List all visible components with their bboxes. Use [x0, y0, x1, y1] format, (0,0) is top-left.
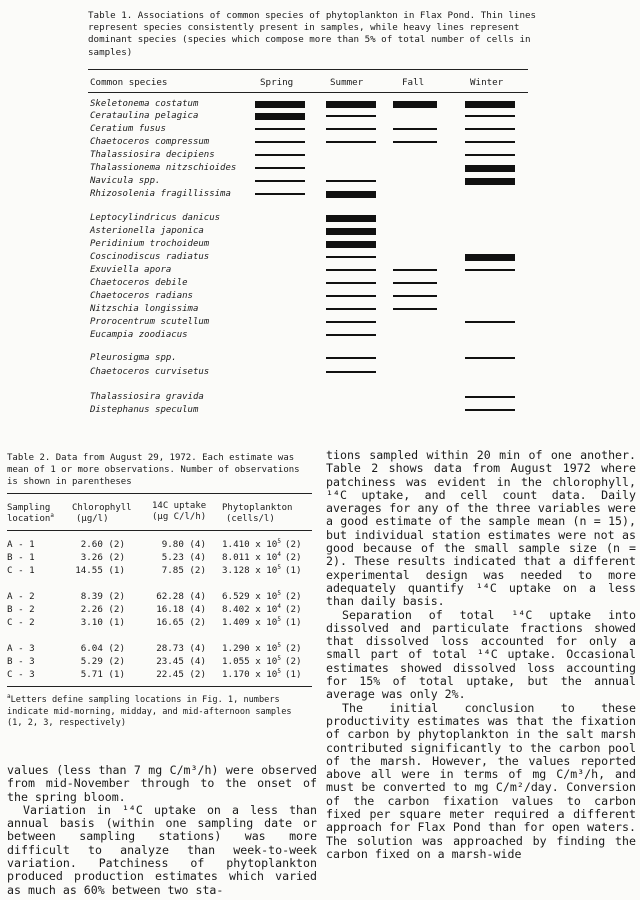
cell-count-mantissa: 8.402 x 10: [222, 604, 278, 615]
present-line-fall: [393, 141, 437, 142]
cell-count-mantissa: 8.011 x 10: [222, 552, 278, 563]
phytoplankton-value: [222, 604, 302, 616]
present-line-winter: [465, 269, 515, 270]
c14-uptake-value: 5.23 (4): [161, 552, 206, 563]
table1-header-spring: Spring: [260, 77, 294, 88]
sampling-location: C - 3: [7, 669, 35, 680]
c14-uptake-value: 16.18 (4): [156, 604, 206, 615]
dominant-bar-spring: [255, 101, 305, 108]
table2-header-c14: [152, 501, 206, 523]
chlorophyll-value: 8.39 (2): [80, 591, 125, 602]
left-paragraph-2: Variation in ¹⁴C uptake on a less than annual basis (within one sampling date or between sampling stations) was more difficult to analyze than week-to-week variation. Patchiness of phytoplankton produced production estimates which varied as much as 60% between two sta-: [7, 802, 317, 897]
present-line-summer: [326, 256, 376, 257]
right-column-text: [326, 449, 636, 861]
chlorophyll-value: 3.10 (1): [80, 617, 125, 628]
table2-header-location-sup: a: [50, 513, 54, 519]
present-line-spring: [255, 128, 305, 129]
c14-uptake-value: 23.45 (4): [156, 656, 206, 667]
species-name: Navicula spp.: [90, 176, 161, 186]
table1-header-rule: [88, 92, 528, 93]
table1-header-winter: Winter: [470, 77, 504, 88]
phytoplankton-value: [222, 669, 302, 681]
left-column-text: [7, 764, 317, 897]
present-line-fall: [393, 269, 437, 270]
observation-count: (2): [284, 552, 302, 563]
observation-count: (2): [284, 643, 302, 654]
c14-uptake-value: 28.73 (4): [156, 643, 206, 654]
table2-header-location-line1: Sampling: [7, 503, 51, 513]
present-line-summer: [326, 357, 376, 358]
cell-count-mantissa: 1.290 x 10: [222, 643, 278, 654]
species-name: Pleurosigma spp.: [90, 353, 177, 363]
present-line-winter: [465, 154, 515, 155]
present-line-spring: [255, 167, 305, 168]
present-line-summer: [326, 321, 376, 322]
present-line-winter: [465, 409, 515, 410]
present-line-winter: [465, 396, 515, 397]
present-line-spring: [255, 180, 305, 181]
right-paragraph-2: Separation of total ¹⁴C uptake into dissolved and particulate fractions showed that dissolved loss accounted for only a small part of total ¹⁴C uptake. Occasional estimates showed dissolved loss accounting for 15% of total uptake, but the annual average was only 2%.: [326, 607, 636, 702]
species-name: Thalassiosira decipiens: [90, 150, 215, 160]
sampling-location: A - 3: [7, 643, 35, 654]
present-line-spring: [255, 141, 305, 142]
dominant-bar-winter: [465, 101, 515, 108]
present-line-summer: [326, 371, 376, 372]
present-line-summer: [326, 334, 376, 335]
species-name: Rhizosolenia fragillissima: [90, 189, 231, 199]
observation-count: (1): [284, 617, 302, 628]
sampling-location: B - 3: [7, 656, 35, 667]
species-name: Thalassionema nitzschioides: [90, 163, 237, 173]
cell-count-exponent: 5: [277, 563, 281, 571]
species-name: Distephanus speculum: [90, 405, 199, 415]
phytoplankton-value: [222, 591, 302, 603]
cell-count-mantissa: 3.128 x 10: [222, 565, 278, 576]
sampling-location: A - 2: [7, 591, 35, 602]
present-line-summer: [326, 115, 376, 116]
table2-header-chl-line2: (µg/l): [76, 514, 109, 524]
species-name: Eucampia zoodiacus: [90, 330, 188, 340]
chlorophyll-value: 5.71 (1): [80, 669, 125, 680]
c14-uptake-value: 9.80 (4): [161, 539, 206, 550]
species-name: Chaetoceros radians: [90, 291, 193, 301]
table2-header-c14-line1: 14C uptake: [152, 501, 207, 511]
table1-header-fall: Fall: [402, 77, 425, 88]
sampling-location: C - 2: [7, 617, 35, 628]
dominant-bar-spring: [255, 113, 305, 120]
cell-count-mantissa: 1.410 x 10: [222, 539, 278, 550]
table2-footnote-text: Letters define sampling locations in Fig. 1, numbers indicate mid-morning, midday, and mid-afternoon samples (1, 2, 3, respectively): [7, 695, 292, 729]
cell-count-mantissa: 1.170 x 10: [222, 669, 278, 680]
c14-uptake-value: 7.85 (2): [161, 565, 206, 576]
c14-uptake-value: 22.45 (2): [156, 669, 206, 680]
present-line-summer: [326, 128, 376, 129]
species-name: Skeletonema costatum: [90, 99, 199, 109]
cell-count-exponent: 4: [277, 602, 281, 610]
cell-count-exponent: 5: [277, 667, 281, 675]
present-line-summer: [326, 308, 376, 309]
chlorophyll-value: 3.26 (2): [80, 552, 125, 563]
present-line-winter: [465, 357, 515, 358]
present-line-winter: [465, 128, 515, 129]
species-name: Leptocylindricus danicus: [90, 213, 221, 223]
present-line-summer: [326, 282, 376, 283]
table2-header-ph-line2: (cells/l): [226, 514, 275, 524]
present-line-summer: [326, 269, 376, 270]
dominant-bar-summer: [326, 241, 376, 248]
present-line-winter: [465, 141, 515, 142]
table2-header-phyto: [222, 503, 292, 525]
dominant-bar-summer: [326, 215, 376, 222]
chlorophyll-value: 2.26 (2): [80, 604, 125, 615]
table2-footnote: [7, 695, 312, 730]
phytoplankton-value: [222, 539, 302, 551]
table2-header-ph-line1: Phytoplankton: [222, 503, 293, 513]
species-name: Cerataulina pelagica: [90, 111, 199, 121]
species-name: Thalassiosira gravida: [90, 392, 204, 402]
sampling-location: A - 1: [7, 539, 35, 550]
present-line-summer: [326, 141, 376, 142]
table2-footnote-marker: a: [7, 693, 11, 701]
cell-count-mantissa: 1.409 x 10: [222, 617, 278, 628]
dominant-bar-summer: [326, 191, 376, 198]
observation-count: (1): [284, 565, 302, 576]
cell-count-exponent: 5: [277, 589, 281, 597]
sampling-location: B - 2: [7, 604, 35, 615]
observation-count: (2): [284, 656, 302, 667]
table2-header-chl-line1: Chlorophyll: [72, 503, 132, 513]
chlorophyll-value: 2.60 (2): [80, 539, 125, 550]
right-paragraph-1: tions sampled within 20 min of one another. Table 2 shows data from August 1972 where patchiness was evident in the chlorophyll, ¹⁴C uptake, and cell count data. Daily averages for any of the three variables were a good estimate of the sample mean (n = 15), but individual station estimates were not as good because of the small sample size (n = 2). These results indicated that a different experimental design was needed to more adequately quantify ¹⁴C uptake on a less than daily basis.: [326, 448, 636, 609]
present-line-fall: [393, 308, 437, 309]
table2-header-rule: [7, 530, 312, 531]
species-name: Chaetoceros compressum: [90, 137, 210, 147]
table2-header-location: [7, 503, 54, 525]
dominant-bar-summer: [326, 101, 376, 108]
cell-count-mantissa: 1.055 x 10: [222, 656, 278, 667]
species-name: Ceratium fusus: [90, 124, 166, 134]
cell-count-exponent: 4: [277, 550, 281, 558]
table1-header-summer: Summer: [330, 77, 364, 88]
present-line-fall: [393, 128, 437, 129]
species-name: Exuviella apora: [90, 265, 172, 275]
cell-count-mantissa: 6.529 x 10: [222, 591, 278, 602]
dominant-bar-fall: [393, 101, 437, 108]
cell-count-exponent: 5: [277, 641, 281, 649]
phytoplankton-value: [222, 565, 302, 577]
table2-bottom-rule: [7, 686, 312, 687]
present-line-summer: [326, 295, 376, 296]
observation-count: (1): [284, 669, 302, 680]
species-name: Asterionella japonica: [90, 226, 204, 236]
cell-count-exponent: 5: [277, 537, 281, 545]
chlorophyll-value: 14.55 (1): [75, 565, 125, 576]
chlorophyll-value: 5.29 (2): [80, 656, 125, 667]
phytoplankton-value: [222, 552, 302, 564]
species-name: Chaetoceros curvisetus: [90, 367, 210, 377]
observation-count: (2): [284, 604, 302, 615]
species-name: Chaetoceros debile: [90, 278, 188, 288]
present-line-winter: [465, 115, 515, 116]
dominant-bar-winter: [465, 165, 515, 172]
table1-caption: Table 1. Associations of common species of phytoplankton in Flax Pond. Thin lines represent species consistently present in samples, while heavy lines represent dominant species (species which compose more than 5% of total number of cells in samples): [88, 10, 537, 58]
observation-count: (2): [284, 539, 302, 550]
species-name: Coscinodiscus radiatus: [90, 252, 210, 262]
c14-uptake-value: 62.28 (4): [156, 591, 206, 602]
right-paragraph-3: The initial conclusion to these productivity estimates was that the fixation of carbon by phytoplankton in the salt marsh contributed significantly to the carbon pool of the marsh. However, the values reported above all were in terms of mg C/m³/h, and must be converted to mg C/m²/day. Conversion of the carbon fixation values to carbon fixed per square meter required a different approach for Flax Pond than for open waters. The solution was approached by finding the carbon fixed on a marsh-wide: [326, 700, 636, 861]
present-line-summer: [326, 180, 376, 181]
phytoplankton-value: [222, 643, 302, 655]
species-name: Nitzschia longissima: [90, 304, 199, 314]
chlorophyll-value: 6.04 (2): [80, 643, 125, 654]
observation-count: (2): [284, 591, 302, 602]
table2-header-chlorophyll: [72, 503, 132, 525]
species-name: Prorocentrum scutellum: [90, 317, 210, 327]
table2-header-location-line2: location: [7, 514, 51, 524]
table1-top-rule: [88, 69, 528, 70]
phytoplankton-value: [222, 617, 302, 629]
dominant-bar-winter: [465, 254, 515, 261]
present-line-winter: [465, 321, 515, 322]
dominant-bar-winter: [465, 178, 515, 185]
phytoplankton-value: [222, 656, 302, 668]
dominant-bar-summer: [326, 228, 376, 235]
present-line-spring: [255, 154, 305, 155]
sampling-location: C - 1: [7, 565, 35, 576]
cell-count-exponent: 5: [277, 654, 281, 662]
present-line-fall: [393, 282, 437, 283]
species-name: Peridinium trochoideum: [90, 239, 210, 249]
table2-caption: Table 2. Data from August 29, 1972. Each estimate was mean of 1 or more observations. Number of observations is shown in parentheses: [7, 453, 300, 487]
left-paragraph-1: values (less than 7 mg C/m³/h) were observed from mid-November through to the onset of the spring bloom.: [7, 763, 317, 804]
table2-top-rule: [7, 493, 312, 494]
table2-header-c14-line2: (µg C/l/h): [152, 512, 207, 522]
c14-uptake-value: 16.65 (2): [156, 617, 206, 628]
present-line-spring: [255, 193, 305, 194]
cell-count-exponent: 5: [277, 615, 281, 623]
sampling-location: B - 1: [7, 552, 35, 563]
table1-header-species: Common species: [90, 77, 168, 88]
present-line-fall: [393, 295, 437, 296]
